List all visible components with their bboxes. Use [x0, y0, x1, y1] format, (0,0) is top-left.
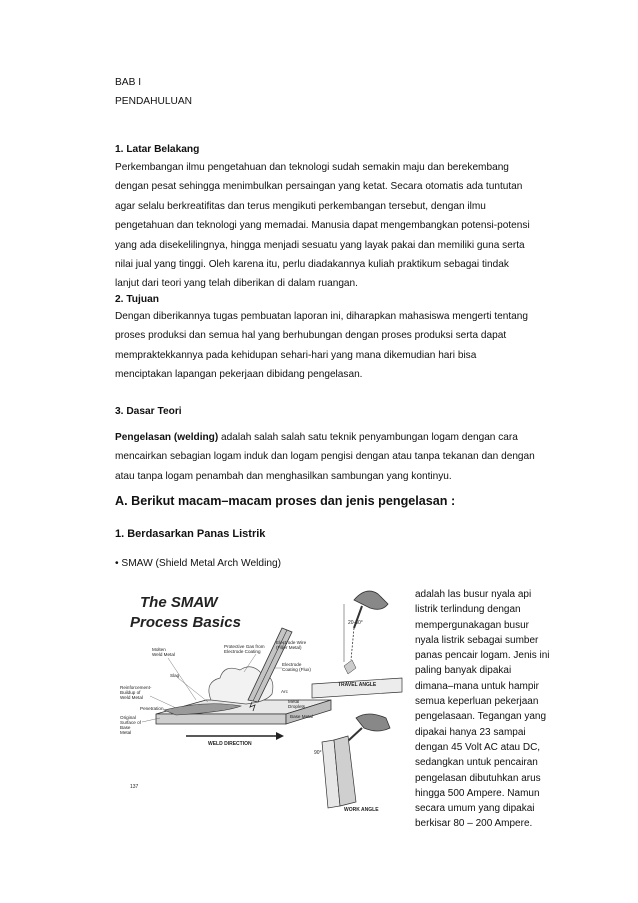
figure-title-line2: Process Basics: [130, 614, 241, 631]
label-surface-of: Surface of: [120, 720, 141, 725]
smaw-bullet: • SMAW (Shield Metal Arch Welding): [115, 558, 282, 569]
description-line: berkisar 80 – 200 Ampere.: [415, 818, 533, 830]
description-line: dimana–mana untuk hampir: [415, 680, 539, 692]
paragraph-line: mempraktekkannya pada kehidupan sehari-hari yang mana dikemudian hari bisa: [115, 349, 477, 361]
paragraph-line: agar selalu berkreatifitas dan terus mengikuti perkembangan tersebut, dengan ilmu: [115, 200, 486, 212]
paragraph-line: menciptakan lapangan pekerjaan dibidang pengelasan.: [115, 369, 363, 381]
term-definition: adalah salah salah satu teknik penyambungan logam dengan cara: [218, 432, 518, 443]
label-weld-direction: WELD DIRECTION: [208, 741, 252, 747]
label-filler-metal: (Filler Metal): [276, 645, 302, 650]
label-base: Base: [120, 725, 131, 730]
sectionA-heading: A. Berikut macam–macam proses dan jenis pengelasan :: [115, 494, 456, 508]
paragraph-line: Perkembangan ilmu pengetahuan dan teknologi sudah semakin maju dan berekembang: [115, 162, 509, 173]
chapter-title: PENDAHULUAN: [115, 96, 192, 107]
paragraph-line: [115, 428, 565, 447]
label-buildup: Buildup of: [120, 690, 141, 695]
paragraph-line: yang ada disekelilingnya, hingga menjadi sesuatu yang layak pakai dan memiliki guna serta: [115, 239, 525, 251]
paragraph-line: lanjut dari teori yang telah diberikan di dalam ruangan.: [115, 278, 358, 290]
smaw-description: [415, 587, 565, 832]
chapter-label: BAB I: [115, 77, 142, 88]
label-weld-metal: Weld Metal: [152, 652, 175, 657]
paragraph-line: nilai jual yang tinggi. Oleh karena itu, perlu diadakannya kuliah praktikum sebagai tindak: [115, 259, 509, 271]
base-metal-side: [156, 714, 286, 724]
sectionA-subheading: 1. Berdasarkan Panas Listrik: [115, 528, 266, 540]
label-coating-flux: Coating (Flux): [282, 667, 311, 672]
label-original: Original: [120, 715, 136, 720]
figure-page-number: 137: [130, 784, 139, 790]
label-droplets: Droplets: [288, 704, 306, 709]
label-metal2: Metal: [120, 730, 132, 735]
description-line: secara umum yang dipakai: [415, 803, 535, 815]
term-welding: Pengelasan (welding): [115, 432, 219, 443]
description-line: hingga 500 Ampere. Namun: [415, 787, 540, 799]
label-reinforcement: Reinforcement-: [120, 685, 152, 690]
figure-title-line1: The SMAW: [140, 594, 218, 611]
smaw-process-diagram: [116, 582, 406, 814]
label-base-metal: Base Metal: [290, 714, 313, 719]
description-line: listrik terlindung dengan: [415, 604, 521, 616]
description-line: mempergunakagan busur: [415, 619, 529, 631]
section3-paragraph: [115, 428, 565, 486]
description-line: pengelasaan. Tegangan yang: [415, 711, 547, 723]
section2-heading: 2. Tujuan: [115, 294, 159, 305]
paragraph-line: pengetahuan dan teknologi yang memadai. Manusia dapat mengembangkan potensi-potensi: [115, 220, 530, 232]
description-line: paling banyak dipakai: [415, 665, 512, 677]
label-electrode-coating: Electrode Coating: [224, 649, 261, 654]
description-line: sedangkan untuk pencairan: [415, 757, 538, 769]
description-line: pengelasan dibutuhkan arus: [415, 772, 541, 784]
paragraph-line: mencairkan sebagian logam induk dan logam pengisi dengan atau tanpa tekanan dan dengan: [115, 451, 535, 463]
section1-paragraph: [115, 158, 565, 294]
section3-heading: 3. Dasar Teori: [115, 406, 182, 417]
label-angle-90: 90°: [314, 750, 322, 756]
label-metal: Metal: [288, 699, 300, 704]
label-electrode-wire: Electrode Wire: [276, 640, 307, 645]
label-arc: Arc: [281, 689, 288, 694]
label-angle-range: 20-30°: [348, 620, 363, 626]
label-travel-angle: TRAVEL ANGLE: [338, 682, 377, 688]
section1-heading: 1. Latar Belakang: [115, 144, 200, 155]
label-work-angle: WORK ANGLE: [344, 807, 379, 813]
description-line: dipakai hanya 23 sampai: [415, 726, 526, 738]
label-slag: Slag: [170, 673, 180, 678]
label-protective-gas: Protective Gas from: [224, 644, 265, 649]
paragraph-line: atau tanpa logam penambah dan menghasilkan sambungan yang kontinyu.: [115, 470, 452, 482]
paragraph-line: dengan pesat sehingga menimbulkan persaingan yang ketat. Secara otomatis ada tuntutan: [115, 181, 523, 193]
paragraph-line: proses produksi dan semua hal yang berhubungan dengan proses produksi serta dapat: [115, 330, 507, 342]
description-line: semua keperluan pekerjaan: [415, 696, 539, 708]
section2-paragraph: [115, 307, 565, 385]
description-line: nyala listrik sebagai sumber: [415, 634, 539, 646]
description-line: adalah las busur nyala api: [415, 589, 532, 600]
label-molten: Molten: [152, 647, 166, 652]
paragraph-line: Dengan diberikannya tugas pembuatan laporan ini, diharapkan mahasiswa mengerti tentang: [115, 311, 528, 322]
description-line: dengan 45 Volt AC atau DC,: [415, 741, 541, 753]
description-line: panas pencair logam. Jenis ini: [415, 650, 550, 662]
label-electrode: Electrode: [282, 662, 302, 667]
label-weld-metal2: Weld Metal: [120, 695, 143, 700]
label-penetration: Penetration: [140, 706, 164, 711]
